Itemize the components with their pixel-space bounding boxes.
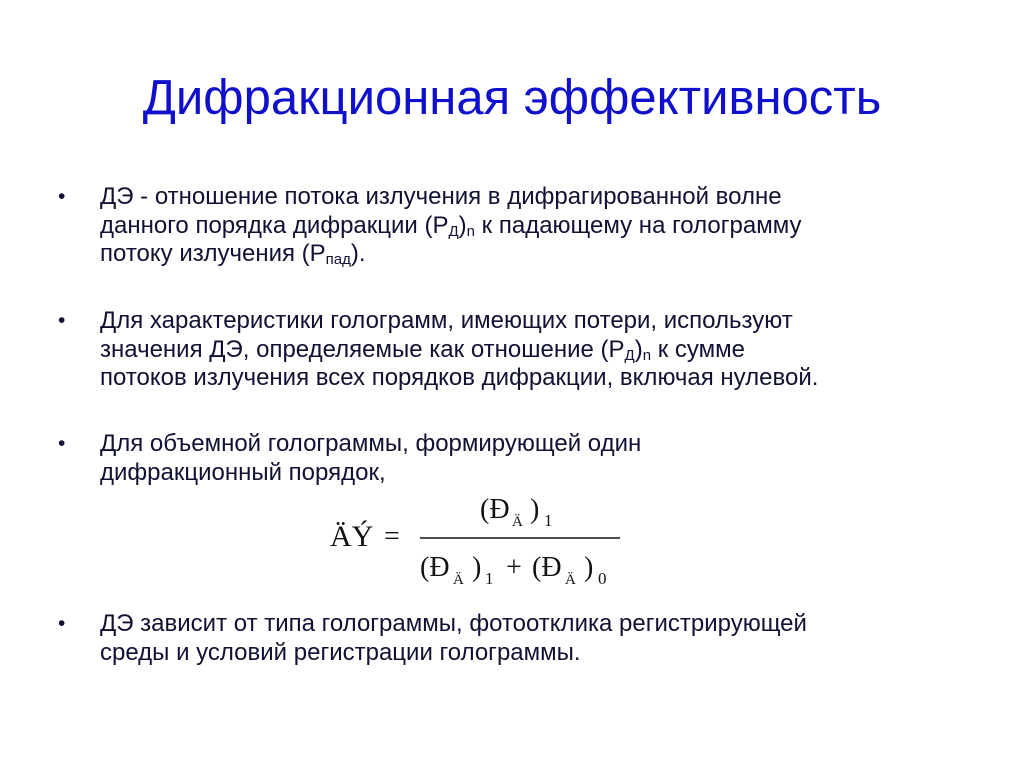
formula-denominator-term1-close: ) xyxy=(472,552,482,583)
bullet-line: дифракционный порядок, xyxy=(100,458,386,486)
bullet-line: потоков излучения всех порядков дифракции, включая нулевой. xyxy=(100,364,819,391)
bullet-item-efficiency-dependence xyxy=(58,610,978,667)
bullet-item-lossy-holograms xyxy=(58,307,978,393)
bullet-text xyxy=(100,610,978,667)
bullet-marker: • xyxy=(58,432,66,455)
bullet-text xyxy=(100,430,978,487)
formula-denominator-term2-index: 0 xyxy=(598,569,607,588)
bullet-line: ДЭ - отношение потока излучения в дифрагированной волне xyxy=(100,183,782,210)
formula-denominator-term2-subscript: Ä xyxy=(565,572,576,588)
bullet-text xyxy=(100,307,978,393)
formula-denominator-term2-close: ) xyxy=(584,552,594,583)
formula-denominator-term2-open: (Ð xyxy=(532,552,562,583)
bullet-item-efficiency-definition xyxy=(58,183,978,269)
formula-denominator-term1-open: (Ð xyxy=(420,552,450,583)
formula-numerator-open: (Ð xyxy=(480,494,510,525)
formula-lhs: ÄÝ xyxy=(330,520,374,553)
bullet-marker: • xyxy=(58,309,66,332)
bullet-line: значения ДЭ, определяемые как отношение $(P_Д)_n$ к сумме xyxy=(100,335,745,364)
formula-numerator-index: 1 xyxy=(544,511,553,530)
bullet-line: Для характеристики голограмм, имеющих потери, используют xyxy=(100,307,793,334)
formula-denominator-term1-subscript: Ä xyxy=(453,572,464,588)
bullet-line: потоку излучения $(P_{пад})$. xyxy=(100,240,366,268)
bullet-line: Для объемной голограммы, формирующей один xyxy=(100,430,642,457)
formula-numerator-subscript: Ä xyxy=(512,514,523,530)
bullet-line: данного порядка дифракции $(P_Д)_n$ к падающему на голограмму xyxy=(100,211,802,240)
bullet-item-volume-hologram xyxy=(58,430,978,487)
bullet-text xyxy=(100,183,978,269)
formula-equals: = xyxy=(384,521,400,552)
bullet-line: ДЭ зависит от типа голограммы, фотоотклика регистрирующей xyxy=(100,610,807,637)
formula-denominator-term1-index: 1 xyxy=(485,569,494,588)
bullet-marker: • xyxy=(58,185,66,208)
bullet-line: среды и условий регистрации голограммы. xyxy=(100,638,581,666)
efficiency-formula xyxy=(326,488,626,590)
formula-numerator-close: ) xyxy=(530,494,540,525)
bullet-marker: • xyxy=(58,612,66,635)
slide-title: Дифракционная эффективность xyxy=(142,71,882,125)
formula-plus: + xyxy=(506,552,522,583)
